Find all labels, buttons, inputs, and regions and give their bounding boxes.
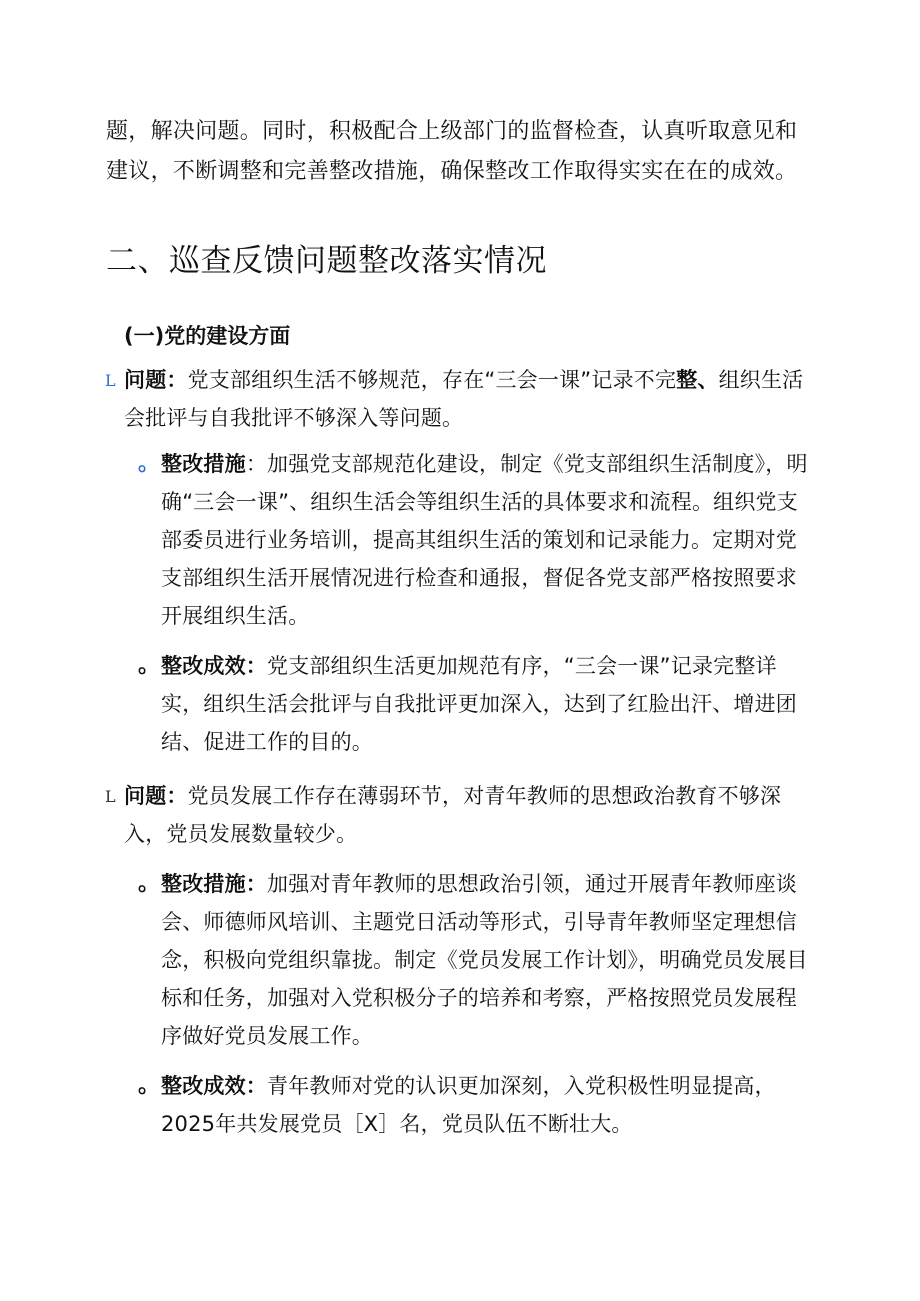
subsection-heading: (一)党的建设方面 <box>124 324 291 348</box>
measures-label: 整改措施： <box>161 872 267 896</box>
results-text: 青年教师对党的认识更加深刻，入党积极性明显提高，2025年共发展党员［X］名，党员队伍不断壮大。 <box>161 1074 776 1136</box>
list-marker: L <box>105 787 116 806</box>
issue-item <box>105 361 804 437</box>
issue-text-bold: 整、 <box>676 368 719 392</box>
issue-text: 党员发展工作存在薄弱环节，对青年教师的思想政治教育不够深入，党员发展数量较少。 <box>124 784 782 846</box>
issue-label: 问题： <box>124 784 188 808</box>
results-label: 整改成效： <box>161 654 267 678</box>
bullet-marker: 。 <box>138 871 161 896</box>
measures-item <box>138 445 811 635</box>
bullet-marker: 。 <box>138 653 161 678</box>
measures-label: 整改措施 <box>161 452 246 476</box>
section-heading: 二、巡查反馈问题整改落实情况 <box>106 243 547 279</box>
measures-item <box>138 865 811 1055</box>
issue-item <box>105 777 804 853</box>
results-text: 党支部组织生活更加规范有序，“三会一课”记录完整详实，组织生活会批评与自我批评更加深入，达到了红脸出汗、增进团结、促进工作的目的。 <box>161 654 797 754</box>
results-label: 整改成效： <box>161 1074 267 1098</box>
issue-text: 党支部组织生活不够规范，存在“三会一课”记录不完 <box>187 368 677 392</box>
intro-paragraph: 题，解决问题。同时，积极配合上级部门的监督检查，认真听取意见和建议，不断调整和完善整改措施，确保整改工作取得实实在在的成效。 <box>106 119 798 184</box>
measures-text: 加强对青年教师的思想政治引领，通过开展青年教师座谈会、师德师风培训、主题党日活动等形式，引导青年教师坚定理想信念，积极向党组织靠拢。制定《党员发展工作计划》，明确党员发展目标和任务，加强对入党积极分子的培养和考察，严格按照党员发展程序做好党员发展工作。 <box>161 872 808 1048</box>
issue-text-rest: 组织生活会批评与自我批评不够深入等问题。 <box>124 368 804 430</box>
list-marker: L <box>105 371 116 390</box>
results-item <box>138 647 811 761</box>
bullet-marker: 。 <box>138 451 161 476</box>
measures-text: ：加强党支部规范化建设，制定《党支部组织生活制度》，明确“三会一课”、组织生活会等组织生活的具体要求和流程。组织党支部委员进行业务培训，提高其组织生活的策划和记录能力。定期对党支部组织生活开展情况进行检查和通报，督促各党支部严格按照要求开展组织生活。 <box>161 452 808 628</box>
results-item <box>138 1067 811 1143</box>
bullet-marker: 。 <box>138 1073 161 1098</box>
issue-label: 问题： <box>124 368 188 392</box>
